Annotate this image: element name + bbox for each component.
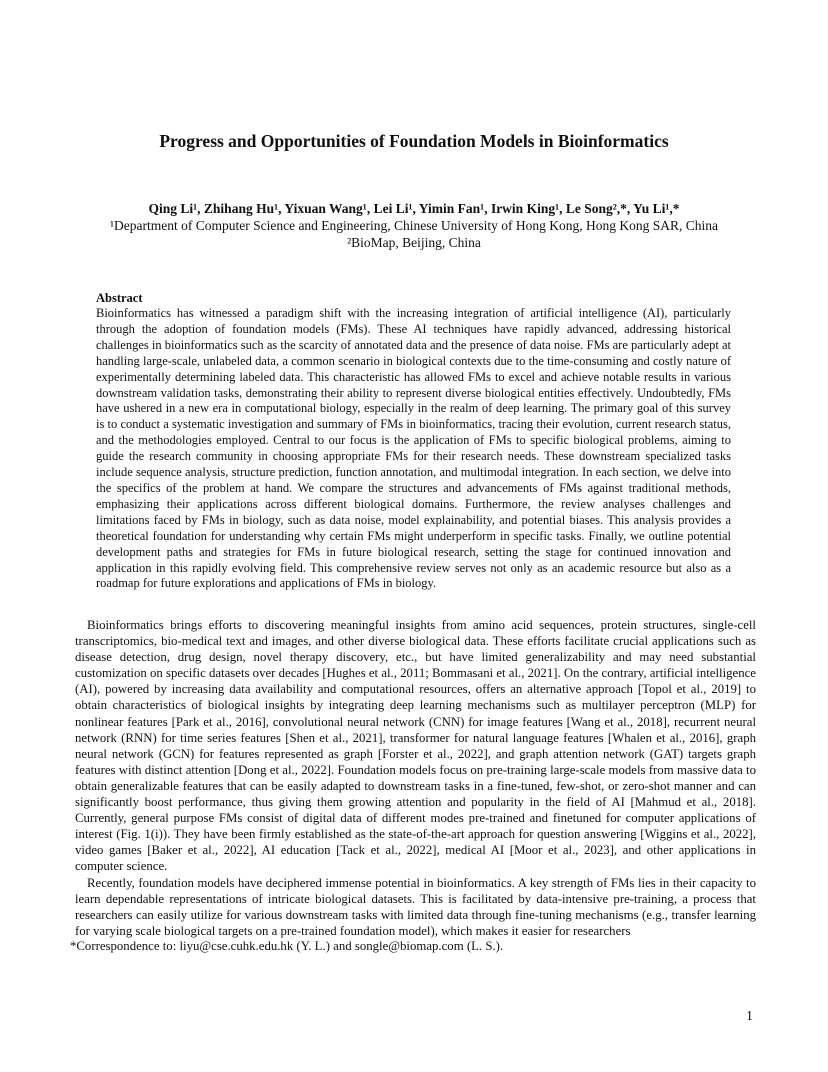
- body-text: [75, 617, 756, 939]
- abstract-text: Bioinformatics has witnessed a paradigm shift with the increasing integration of artificial intelligence (AI), particularly through the adoption of foundation models (FMs). These AI techniques have rapidly advanced, addressing historical challenges in bioinformatics such as the scarcity of annotated data and the presence of data noise. FMs are particularly adept at handling large-scale, unlabeled data, a common scenario in biological contexts due to the time-consuming and costly nature of experimentally determining labeled data. This characteristic has allowed FMs to excel and achieve notable results in various downstream validation tasks, demonstrating their ability to represent diverse biological entities effectively. Undoubtedly, FMs have ushered in a new era in computational biology, especially in the realm of deep learning. The primary goal of this survey is to conduct a systematic investigation and summary of FMs in bioinformatics, tracing their evolution, current research status, and the methodologies employed. Central to our focus is the application of FMs to specific biological problems, aiming to guide the research community in choosing appropriate FMs for their research needs. These downstream specialized tasks include sequence analysis, structure prediction, function annotation, and multimodal integration. In each section, we delve into the specifics of the problem at hand. We compare the structures and advancements of FMs against traditional methods, emphasizing their applications across different biological domains. Furthermore, the review analyses challenges and limitations faced by FMs in biology, such as data noise, model explainability, and potential biases. This analysis provides a theoretical foundation for understanding why certain FMs might underperform in specific tasks. Finally, we outline potential development paths and strategies for FMs in future biological research, setting the stage for continued innovation and application in this rapidly evolving field. This comprehensive review serves not only as an academic resource but also as a roadmap for future explorations and applications of FMs in biology.: [96, 306, 731, 591]
- body-paragraph-1: Bioinformatics brings efforts to discovering meaningful insights from amino acid sequences, protein structures, single-cell transcriptomics, bio-medical text and images, and other diverse biological data. These efforts facilitate crucial applications such as disease detection, drug design, novel therapy discovery, etc., but have limited generalizability and may need substantial customization on specific datasets over decades [Hughes et al., 2011; Bommasani et al., 2021]. On the contrary, artificial intelligence (AI), powered by increasing data availability and computational resources, offers an alternative approach [Topol et al., 2019] to obtain characteristics of biological insights by integrating deep learning mechanisms such as multilayer perceptron (MLP) for nonlinear features [Park et al., 2016], convolutional neural network (CNN) for image features [Wang et al., 2018], recurrent neural network (RNN) for time series features [Shen et al., 2021], transformer for natural language features [Whalen et al., 2016], graph neural network (GCN) for features represented as graph [Forster et al., 2022], and graph attention network (GAT) targets graph features with distinct attention [Dong et al., 2022]. Foundation models focus on pre-training large-scale models from massive data to obtain generalizable features that can be easily adapted to downstream tasks in a fine-tuned, few-shot, or zero-shot manner and can significantly boost performance, thus giving them growing attention and popularity in the field of AI [Mahmud et al., 2018]. Currently, general purpose FMs consist of digital data of different modes pre-trained and finetuned for computer applications of interest (Fig. 1(i)). They have been firmly established as the state-of-the-art approach for question answering [Wiggins et al., 2022], video games [Baker et al., 2022], AI education [Tack et al., 2022], medical AI [Moor et al., 2023], and other applications in computer science.: [75, 618, 756, 874]
- abstract-heading: Abstract: [96, 291, 143, 305]
- author-list: Qing Li¹, Zhihang Hu¹, Yixuan Wang¹, Lei Li¹, Yimin Fan¹, Irwin King¹, Le Song²,*, Yu Li¹,*: [148, 201, 680, 216]
- body-paragraph-2: Recently, foundation models have deciphered immense potential in bioinformatics. A key strength of FMs lies in their capacity to learn dependable representations of intricate biological datasets. This is facilitated by data-intensive pre-training, a process that researchers can easily utilize for various downstream tasks with limited data through fine-tuning mechanisms (e.g., transfer learning for varying scale biological targets on a pre-trained foundation model), which makes it easier for researchers: [75, 875, 756, 938]
- affiliation-1: ¹Department of Computer Science and Engineering, Chinese University of Hong Kong, Hong Kong SAR, China: [109, 218, 719, 233]
- paper-title: Progress and Opportunities of Foundation Models in Bioinformatics: [159, 131, 669, 151]
- page-number: 1: [746, 1009, 753, 1024]
- affiliation-2: ²BioMap, Beijing, China: [347, 235, 481, 250]
- correspondence-footnote: *Correspondence to: liyu@cse.cuhk.edu.hk (Y. L.) and songle@biomap.com (L. S.).: [70, 939, 504, 953]
